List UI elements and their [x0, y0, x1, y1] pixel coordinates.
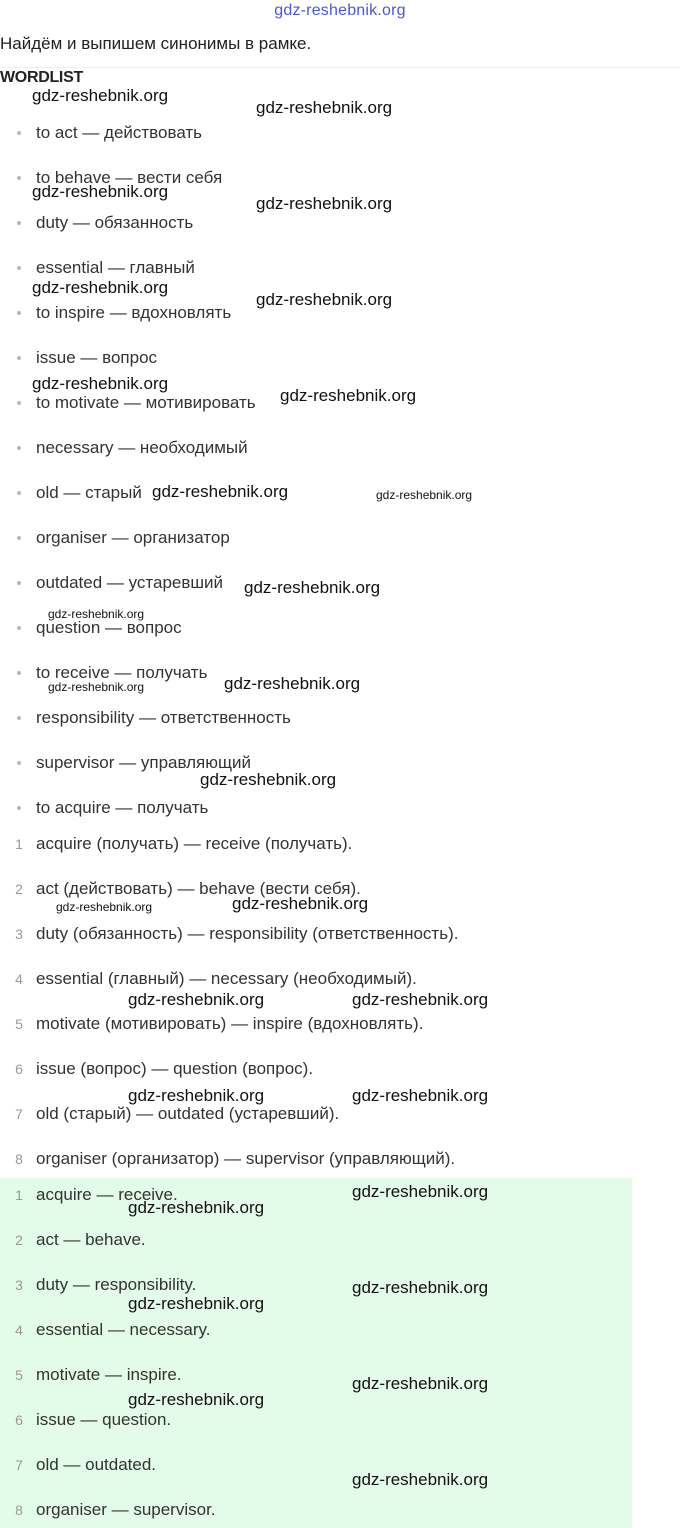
item-text: question — вопрос — [36, 618, 182, 637]
bullet-icon — [17, 806, 21, 810]
intro-text: Найдём и выпишем синонимы в рамке. — [0, 34, 312, 53]
watermark-text: gdz-reshebnik.org — [128, 990, 265, 1009]
item-text: issue — question. — [36, 1410, 172, 1429]
bullet-icon — [17, 356, 21, 360]
item-text: acquire (получать) — receive (получать). — [36, 834, 353, 853]
bullet-icon — [17, 446, 21, 450]
item-text: supervisor — управляющий — [36, 753, 251, 772]
item-number: 4 — [15, 1322, 23, 1338]
watermark-text: gdz-reshebnik.org — [256, 98, 393, 117]
watermark-text: gdz-reshebnik.org — [352, 1182, 489, 1201]
watermark-text: gdz-reshebnik.org — [32, 182, 169, 201]
item-text: organiser — организатор — [36, 528, 230, 547]
bullet-icon — [17, 176, 21, 180]
item-text: organiser (организатор) — supervisor (управляющий). — [36, 1149, 456, 1168]
watermark-text: gdz-reshebnik.org — [232, 894, 369, 913]
item-text: motivate — inspire. — [36, 1365, 182, 1384]
watermark-text: gdz-reshebnik.org — [256, 290, 393, 309]
item-number: 8 — [15, 1502, 23, 1518]
item-text: duty — обязанность — [36, 213, 194, 232]
watermark-text: gdz-reshebnik.org — [56, 900, 153, 914]
item-number: 1 — [15, 836, 23, 852]
watermark-text: gdz-reshebnik.org — [200, 770, 337, 789]
watermark-text: gdz-reshebnik.org — [32, 374, 169, 393]
watermark-text: gdz-reshebnik.org — [224, 674, 361, 693]
bullet-icon — [17, 311, 21, 315]
item-text: act (действовать) — behave (вести себя). — [36, 879, 361, 898]
watermark-text: gdz-reshebnik.org — [352, 1086, 489, 1105]
bullet-icon — [17, 401, 21, 405]
watermark-text: gdz-reshebnik.org — [352, 1470, 489, 1489]
item-number: 7 — [15, 1106, 23, 1122]
watermark-text: gdz-reshebnik.org — [48, 680, 145, 694]
item-text: to behave — вести себя — [36, 168, 223, 187]
item-text: old — старый — [36, 483, 142, 502]
wordlist-heading: WORDLIST — [0, 69, 83, 86]
item-text: responsibility — ответственность — [36, 708, 291, 727]
watermark-text: gdz-reshebnik.org — [352, 1278, 489, 1297]
bullet-icon — [17, 581, 21, 585]
bullet-icon — [17, 761, 21, 765]
bullet-icon — [17, 626, 21, 630]
item-text: to motivate — мотивировать — [36, 393, 256, 412]
watermark-text: gdz-reshebnik.org — [280, 386, 417, 405]
watermark-text: gdz-reshebnik.org — [32, 278, 169, 297]
item-number: 6 — [15, 1412, 23, 1428]
watermark-text: gdz-reshebnik.org — [256, 194, 393, 213]
bullet-icon — [17, 671, 21, 675]
watermark-text: gdz-reshebnik.org — [244, 578, 381, 597]
item-number: 7 — [15, 1457, 23, 1473]
bullet-icon — [17, 221, 21, 225]
header-watermark: gdz-reshebnik.org — [274, 2, 406, 19]
bullet-icon — [17, 266, 21, 270]
item-number: 3 — [15, 1277, 23, 1293]
item-number: 5 — [15, 1016, 23, 1032]
watermark-text: gdz-reshebnik.org — [128, 1086, 265, 1105]
item-text: old (старый) — outdated (устаревший). — [36, 1104, 340, 1123]
item-text: outdated — устаревший — [36, 573, 224, 592]
watermark-text: gdz-reshebnik.org — [376, 488, 473, 502]
divider — [0, 67, 680, 68]
item-number: 2 — [15, 881, 23, 897]
item-text: to inspire — вдохновлять — [36, 303, 232, 322]
watermark-text: gdz-reshebnik.org — [352, 1374, 489, 1393]
watermark-text: gdz-reshebnik.org — [128, 1294, 265, 1313]
watermark-text: gdz-reshebnik.org — [128, 1390, 265, 1409]
item-number: 1 — [15, 1187, 23, 1203]
item-text: necessary — необходимый — [36, 438, 248, 457]
item-text: to acquire — получать — [36, 798, 209, 817]
item-text: issue — вопрос — [36, 348, 158, 367]
item-text: issue (вопрос) — question (вопрос). — [36, 1059, 314, 1078]
bullet-icon — [17, 536, 21, 540]
item-number: 4 — [15, 971, 23, 987]
item-number: 8 — [15, 1151, 23, 1167]
item-text: motivate (мотивировать) — inspire (вдохновлять). — [36, 1014, 424, 1033]
item-text: old — outdated. — [36, 1455, 157, 1474]
item-text: essential (главный) — necessary (необходимый). — [36, 969, 417, 988]
item-text: duty — responsibility. — [36, 1275, 197, 1294]
bullet-icon — [17, 716, 21, 720]
watermark-text: gdz-reshebnik.org — [128, 1198, 265, 1217]
watermark-text: gdz-reshebnik.org — [352, 990, 489, 1009]
item-number: 3 — [15, 926, 23, 942]
watermark-text: gdz-reshebnik.org — [152, 482, 289, 501]
watermark-text: gdz-reshebnik.org — [32, 86, 169, 105]
item-text: to receive — получать — [36, 663, 208, 682]
item-number: 2 — [15, 1232, 23, 1248]
watermark-text: gdz-reshebnik.org — [48, 607, 145, 621]
item-text: acquire — receive. — [36, 1185, 178, 1204]
item-text: essential — necessary. — [36, 1320, 211, 1339]
bullet-icon — [17, 491, 21, 495]
item-number: 5 — [15, 1367, 23, 1383]
bullet-icon — [17, 131, 21, 135]
item-number: 6 — [15, 1061, 23, 1077]
item-text: essential — главный — [36, 258, 195, 277]
item-text: to act — действовать — [36, 123, 203, 142]
item-text: act — behave. — [36, 1230, 146, 1249]
item-text: duty (обязанность) — responsibility (ответственность). — [36, 924, 459, 943]
item-text: organiser — supervisor. — [36, 1500, 216, 1519]
